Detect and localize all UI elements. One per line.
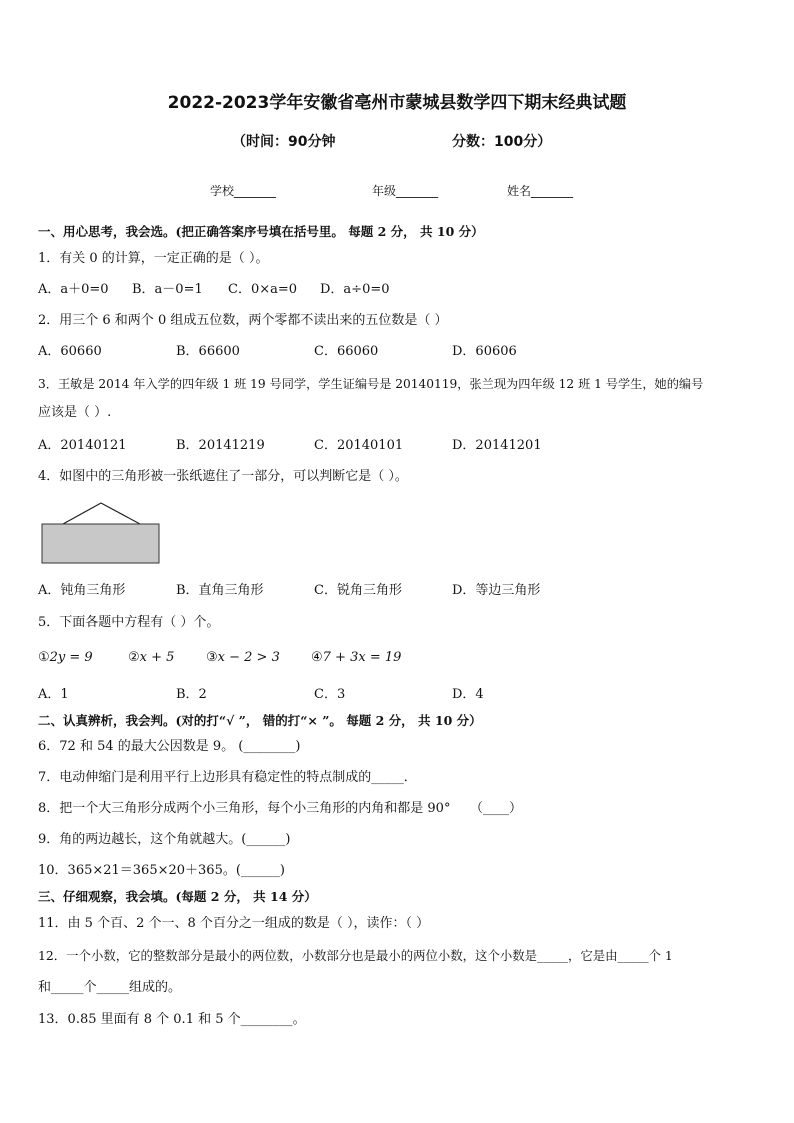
item-number: ③ [206, 650, 218, 665]
question-5-item-2 [128, 650, 174, 666]
question-4-stem: 4．如图中的三角形被一张纸遮住了一部分，可以判断它是（ ）。 [38, 469, 408, 484]
section-3-heading: 三、仔细观察，我会填。(每题 2 分， 共 14 分） [38, 889, 317, 904]
question-1-option-b: B．a－0=1 [132, 282, 203, 297]
section-1-heading: 一、用心思考，我会选。(把正确答案序号填在括号里。 每题 2 分， 共 10 分） [38, 224, 484, 239]
triangle-visible-sides [63, 503, 140, 524]
question-5-stem: 5．下面各题中方程有（ ）个。 [38, 615, 220, 630]
question-4-option-c: C．锐角三角形 [314, 583, 402, 598]
question-10: 10．365×21＝365×20＋365。(______) [38, 863, 285, 878]
question-5-item-1 [38, 650, 93, 666]
question-3-stem-line2: 应该是（ ）. [38, 405, 112, 420]
item-expression: x − 2 > 3 [217, 650, 280, 665]
question-7: 7．电动伸缩门是利用平行上边形具有稳定性的特点制成的_____． [38, 770, 417, 785]
question-2-option-c: C．66060 [314, 344, 379, 359]
question-12-line1: 12．一个小数，它的整数部分是最小的两位数，小数部分也是最小的两位小数，这个小数是_____，它是由_____个 1 [38, 948, 673, 963]
item-expression: 7 + 3x = 19 [322, 650, 402, 665]
item-number: ④ [311, 650, 323, 665]
question-8: 8．把一个大三角形分成两个小三角形，每个小三角形的内角和都是 90° （____） [38, 801, 522, 816]
exam-score: 分数：100分） [452, 134, 552, 150]
question-3-option-b: B．20141219 [176, 438, 265, 453]
item-expression: x + 5 [139, 650, 175, 665]
school-field: 学校_______ [210, 184, 277, 198]
paper-cover [42, 524, 159, 563]
question-6: 6．72 和 54 的最大公因数是 9。 (________) [38, 739, 301, 754]
question-5-option-b: B．2 [176, 687, 207, 702]
section-2-heading: 二、认真辨析，我会判。(对的打“√ ”， 错的打“× ”。 每题 2 分， 共 10 分） [38, 713, 482, 728]
question-5-item-4 [311, 650, 401, 666]
question-1-option-c: C．0×a=0 [228, 282, 298, 297]
question-3-option-a: A．20140121 [38, 438, 127, 453]
exam-title: 2022-2023学年安徽省亳州市蒙城县数学四下期末经典试题 [167, 93, 627, 113]
question-13: 13．0.85 里面有 8 个 0.1 和 5 个________。 [38, 1012, 306, 1027]
name-field: 姓名_______ [507, 184, 574, 198]
question-2-stem: 2．用三个 6 和两个 0 组成五位数，两个零都不读出来的五位数是（ ） [38, 313, 448, 328]
question-1-option-a: A．a＋0=0 [38, 282, 109, 297]
question-11: 11．由 5 个百、2 个一、8 个百分之一组成的数是（ ），读作：（ ） [38, 916, 430, 931]
question-4-option-b: B．直角三角形 [176, 583, 264, 598]
question-3-stem-line1: 3．王敏是 2014 年入学的四年级 1 班 19 号同学，学生证编号是 20140119，张兰现为四年级 12 班 1 号学生，她的编号 [38, 377, 704, 391]
item-number: ② [128, 650, 140, 665]
question-5-option-d: D．4 [452, 687, 484, 702]
question-12-line2: 和_____个_____组成的。 [38, 980, 182, 995]
question-2-option-a: A．60660 [38, 344, 102, 359]
question-2-option-d: D．60606 [452, 344, 517, 359]
question-1-stem: 1．有关 0 的计算，一定正确的是（ ）。 [38, 251, 269, 266]
item-expression: 2y = 9 [49, 650, 93, 665]
question-3-option-c: C．20140101 [314, 438, 404, 453]
exam-time: （时间：90分钟 [232, 134, 336, 150]
question-5-item-3 [206, 650, 280, 666]
covered-triangle-figure [38, 500, 164, 566]
question-9: 9．角的两边越长，这个角就越大。(______) [38, 832, 291, 847]
question-1-option-d: D．a÷0=0 [320, 282, 390, 297]
question-5-option-c: C．3 [314, 687, 346, 702]
question-3-option-d: D．20141201 [452, 438, 542, 453]
question-5-option-a: A．1 [38, 687, 69, 702]
question-2-option-b: B．66600 [176, 344, 240, 359]
question-4-option-a: A．钝角三角形 [38, 583, 126, 598]
grade-field: 年级_______ [372, 184, 439, 198]
question-4-option-d: D．等边三角形 [452, 583, 541, 598]
item-number: ① [38, 650, 50, 665]
